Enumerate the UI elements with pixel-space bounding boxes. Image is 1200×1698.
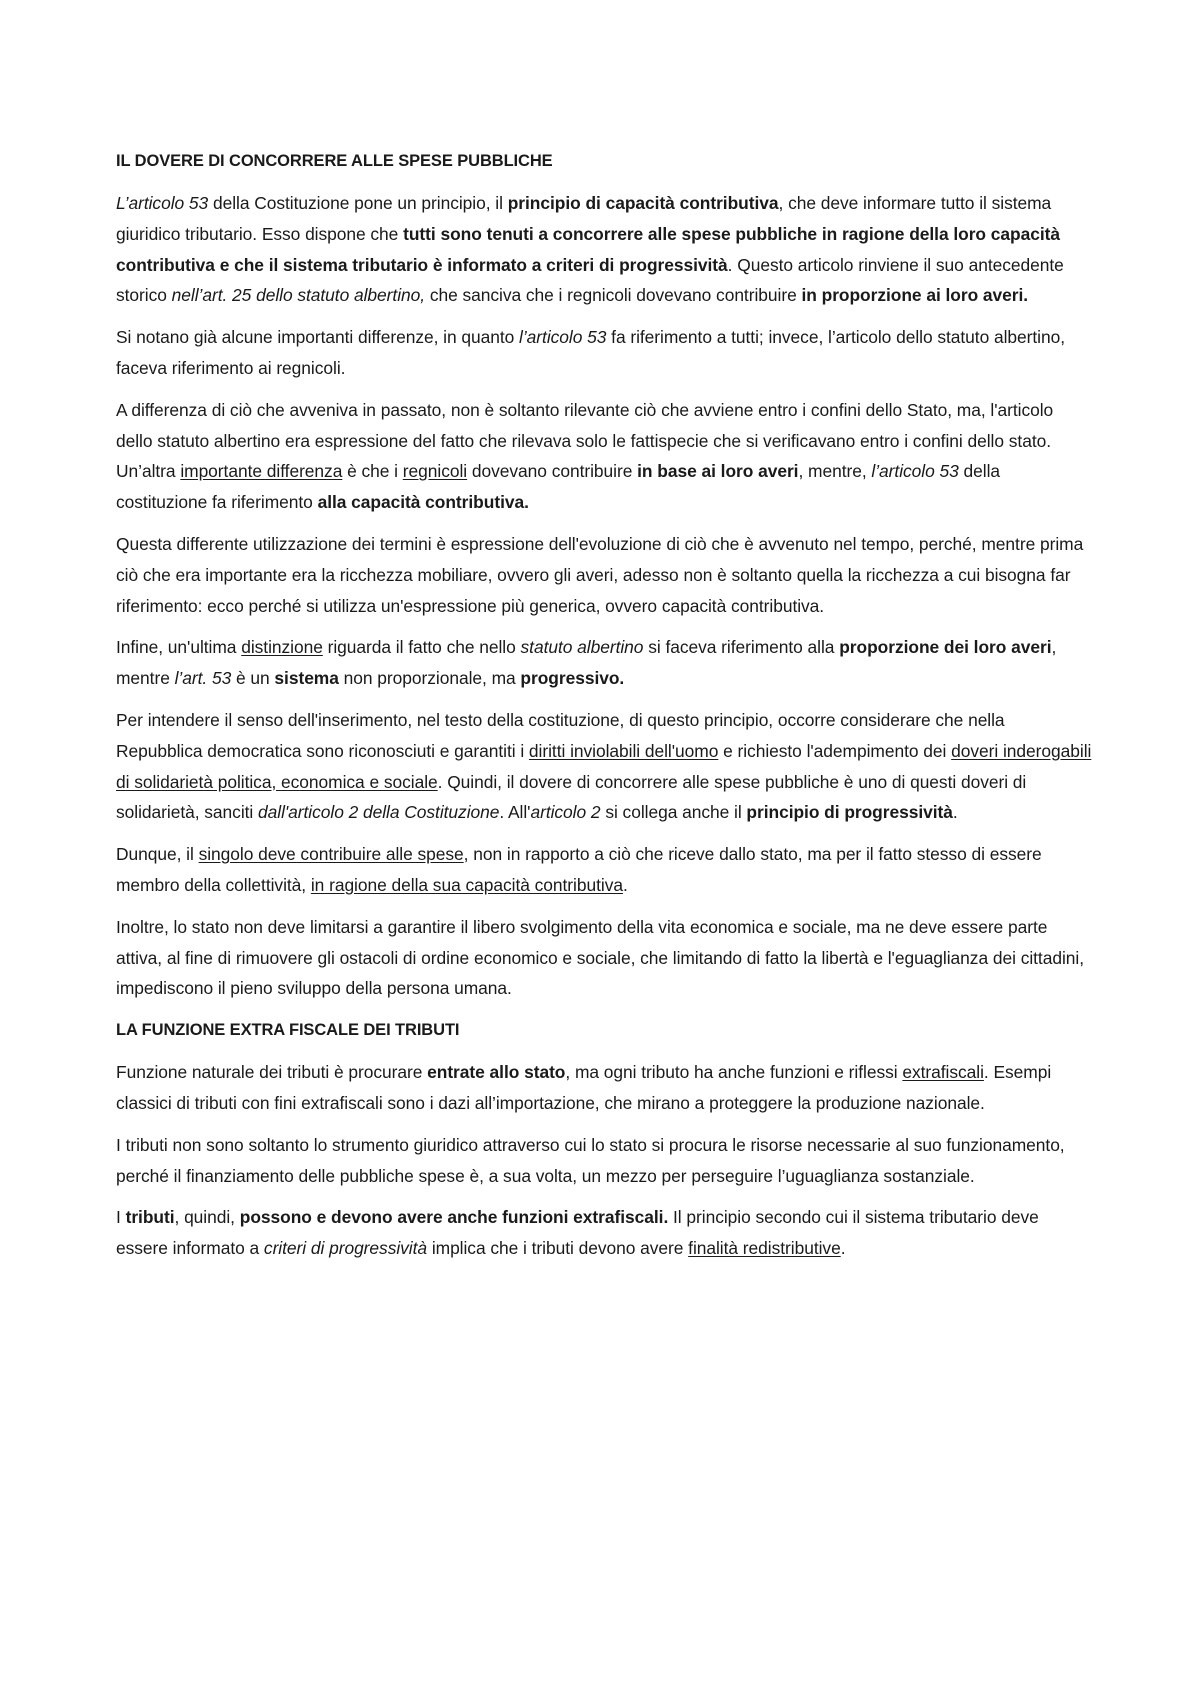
- text-span: I tributi non sono soltanto lo strumento giuridico attraverso cui lo stato si procura le risorse necessarie al suo funzionamento, perché il finanziamento delle pubbliche spese è, a sua volta, un mezzo per perseguire l’uguaglianza sostanziale.: [116, 1134, 1065, 1186]
- bold-text: entrate allo stato: [427, 1062, 566, 1083]
- italic-text: l’art. 53: [174, 668, 232, 689]
- underlined-text: diritti inviolabili dell'uomo: [528, 740, 719, 761]
- text-span: , non in rapporto a ciò che riceve dallo stato, ma per il fatto stesso di essere membro della collettività,: [116, 844, 1042, 895]
- text-span: Funzione naturale dei tributi è procurare: [116, 1062, 428, 1083]
- bold-text: possono e devono avere anche funzioni extrafiscali.: [239, 1207, 669, 1228]
- bold-text: tributi: [125, 1207, 175, 1228]
- text-span: I: [116, 1207, 126, 1228]
- paragraph-distinzione: [116, 632, 1094, 694]
- text-span: Il principio secondo cui il sistema tributario deve essere informato a: [116, 1207, 1039, 1259]
- text-span: e richiesto l'adempimento dei: [718, 740, 952, 761]
- text-span: fa riferimento a tutti; invece, l’articolo dello statuto albertino, faceva riferimento ai regnicoli.: [116, 327, 1066, 378]
- text-span: .: [622, 874, 628, 895]
- bold-text: principio di progressività: [746, 802, 953, 823]
- text-span: . Esempi classici di tributi con fini extrafiscali sono i dazi all’importazione, che mirano a proteggere la produzione nazionale.: [116, 1062, 1052, 1113]
- text-span: L’articolo 53: [116, 193, 209, 213]
- paragraph-evoluzione: [116, 529, 1094, 621]
- underlined-text: doveri inderogabili di solidarietà politica, economica e sociale: [116, 740, 1092, 792]
- text-span: , mentre: [116, 637, 1057, 689]
- text-span: . Questo articolo rinviene il suo antecedente storico: [116, 254, 1064, 306]
- text-span: è che i: [342, 461, 403, 482]
- italic-text: articolo 2: [530, 802, 601, 823]
- bold-text: tutti sono tenuti a concorrere alle spese pubbliche in ragione della loro capacità contributiva e che il sistema tributario è informato a criteri di progressività: [116, 223, 1060, 275]
- paragraph-funzione-naturale: [116, 1057, 1094, 1119]
- text-span: Questa differente utilizzazione dei termini è espressione dell'evoluzione di ciò che è avvenuto nel tempo, perché, mentre prima ciò che era importante era la ricchezza mobiliare, ovvero gli averi, adesso non è soltanto quella la ricchezza a cui bisogna far riferimento: ecco perché si utilizza un'espressione più generica, ovvero capacità contributiva.: [116, 533, 1084, 616]
- text-span: , che deve informare tutto il sistema giuridico tributario. Esso dispone che: [116, 193, 1052, 244]
- bold-text: progressivo.: [520, 668, 625, 689]
- paragraph-singolo: [116, 839, 1094, 901]
- paragraph-differenze: [116, 322, 1094, 384]
- text-span: si faceva riferimento alla: [643, 637, 840, 658]
- text-span: implica che i tributi devono avere: [427, 1238, 689, 1259]
- italic-text: statuto albertino: [520, 637, 644, 658]
- text-span: dovevano contribuire: [467, 461, 638, 482]
- text-span: è un: [231, 668, 275, 689]
- text-span: , mentre,: [798, 461, 872, 482]
- paragraph-strumento-giuridico: [116, 1130, 1094, 1192]
- underlined-text: singolo deve contribuire alle spese: [198, 844, 464, 865]
- text-span: Infine, un'ultima: [116, 637, 242, 658]
- section-heading-extrafiscale: LA FUNZIONE EXTRA FISCALE DEI TRIBUTI: [116, 1021, 460, 1040]
- bold-text: alla capacità contributiva.: [317, 492, 529, 513]
- text-span: A differenza di ciò che avveniva in passato, non è soltanto rilevante ciò che avviene entro i confini dello Stato, ma, l'articolo dello statuto albertino era espressione del fatto che rilevava solo le fattispecie che si verificavano entro i confini dello stato. Un’altra: [116, 399, 1054, 482]
- text-span: .: [952, 802, 958, 823]
- text-span: , ma ogni tributo ha anche funzioni e riflessi: [565, 1062, 903, 1083]
- underlined-text: regnicoli: [402, 461, 468, 482]
- text-span: .: [840, 1238, 846, 1259]
- underlined-text: finalità redistributive: [688, 1238, 841, 1259]
- bold-text: sistema: [274, 668, 339, 689]
- paragraph-articolo-53: [116, 188, 1094, 311]
- italic-text: dall'articolo 2 della Costituzione: [258, 802, 500, 823]
- text-span: , quindi,: [174, 1207, 240, 1228]
- paragraph-confini: [116, 395, 1094, 518]
- bold-text: principio di capacità contributiva: [507, 193, 779, 213]
- text-span: della costituzione fa riferimento: [116, 461, 1001, 513]
- text-span: Dunque, il: [116, 844, 199, 865]
- underlined-text: importante differenza: [180, 461, 343, 482]
- italic-text: l’articolo 53: [871, 461, 959, 482]
- text-span: della Costituzione pone un principio, il: [208, 193, 508, 213]
- text-span: non proporzionale, ma: [338, 668, 521, 689]
- section-heading-dovere: IL DOVERE DI CONCORRERE ALLE SPESE PUBBLICHE: [116, 152, 553, 170]
- text-span: che sanciva che i regnicoli dovevano contribuire: [425, 285, 802, 306]
- text-span: riguarda il fatto che nello: [322, 637, 521, 658]
- underlined-text: extrafiscali: [902, 1062, 984, 1083]
- bold-text: proporzione dei loro averi: [839, 637, 1052, 658]
- text-span: si collega anche il: [600, 802, 747, 823]
- bold-text: in proporzione ai loro averi.: [801, 285, 1029, 306]
- text-span: . All': [499, 802, 531, 823]
- paragraph-funzioni-extrafiscali: [116, 1202, 1094, 1264]
- text-span: . Quindi, il dovere di concorrere alle spese pubbliche è uno di questi doveri di solidarietà, sanciti: [116, 771, 1027, 823]
- underlined-text: in ragione della sua capacità contributiva: [310, 874, 623, 895]
- italic-text: criteri di progressività: [263, 1238, 428, 1259]
- text-span: Per intendere il senso dell'inserimento, nel testo della costituzione, di questo principio, occorre considerare che nella Repubblica democratica sono riconosciuti e garantiti i: [116, 709, 1005, 761]
- bold-text: in base ai loro averi: [637, 461, 799, 482]
- italic-text: l’articolo 53: [519, 327, 607, 348]
- paragraph-stato-attivo: [116, 912, 1094, 1004]
- paragraph-solidarieta: [116, 705, 1094, 828]
- italic-text: nell’art. 25 dello statuto albertino,: [171, 285, 426, 306]
- text-span: Si notano già alcune importanti differenze, in quanto: [116, 327, 520, 348]
- underlined-text: distinzione: [241, 637, 323, 658]
- text-span: Inoltre, lo stato non deve limitarsi a garantire il libero svolgimento della vita economica e sociale, ma ne deve essere parte attiva, al fine di rimuovere gli ostacoli di ordine economico e sociale, che limitando di fatto la libertà e l'eguaglianza dei cittadini, impediscono il pieno sviluppo della persona umana.: [116, 916, 1084, 999]
